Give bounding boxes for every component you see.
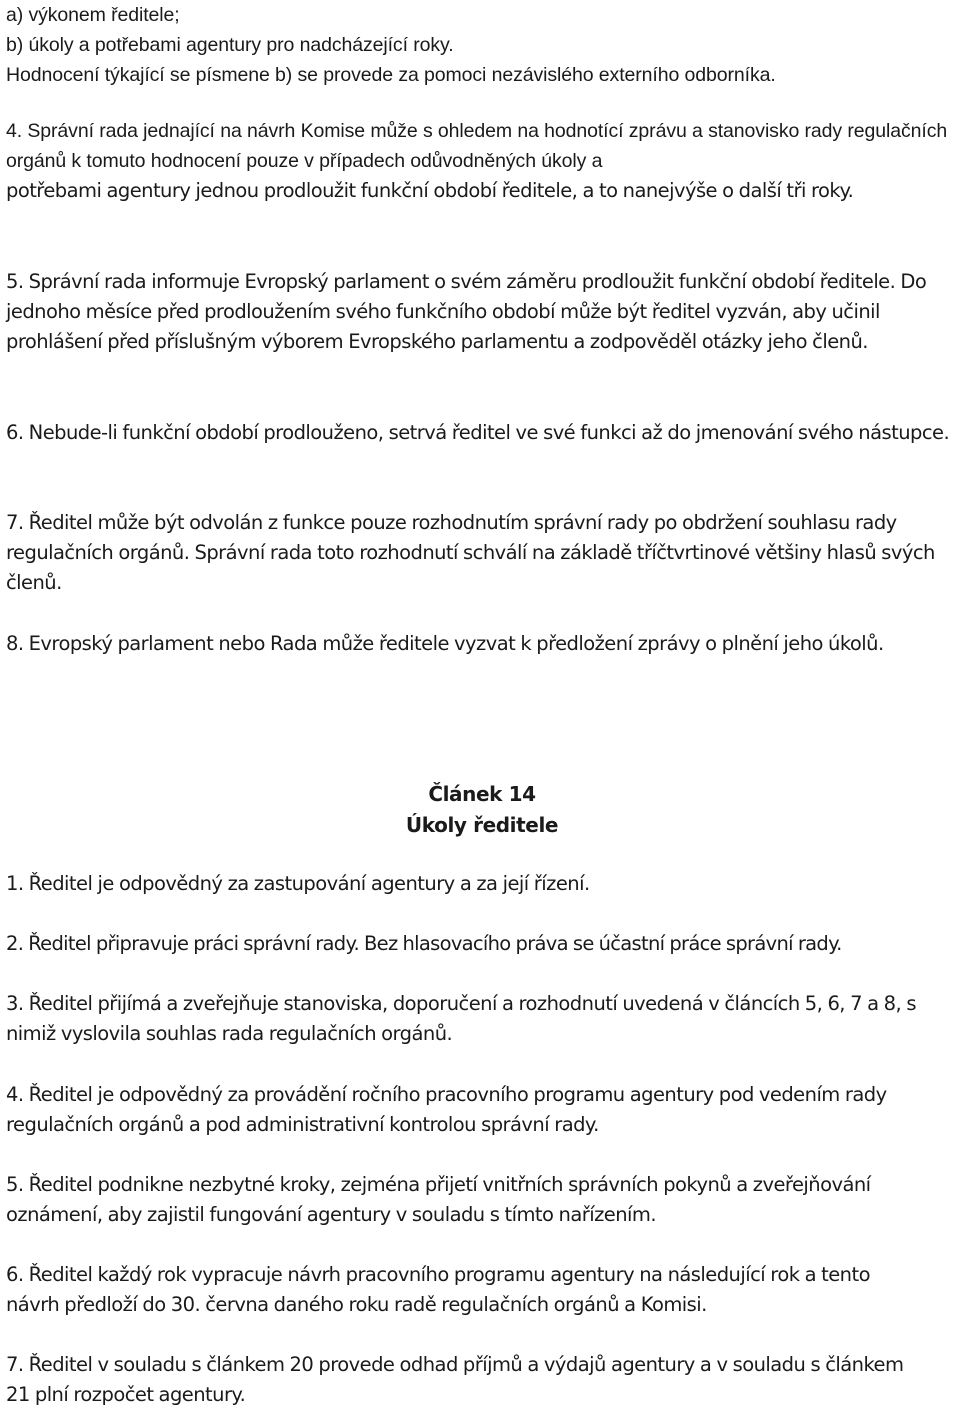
paragraph-5: 5. Správní rada informuje Evropský parlament o svém záměru prodloužit funkční období ředitele. Do jednoho měsíce před prodloužením svého funkčního období může být ředitel vyzván, aby učinil prohlášení před příslušným výborem Evropského parlamentu a zodpověděl otázky jeho členů.: [6, 270, 927, 353]
paragraph-6: 6. Nebude-li funkční období prodlouženo, setrvá ředitel ve své funkci až do jmenování svého nástupce.: [6, 421, 950, 444]
article-title: Úkoly ředitele: [405, 813, 559, 837]
article-paragraph-7: 7. Ředitel v souladu s článkem 20 provede odhad příjmů a výdajů agentury a v souladu s článkem 21 plní rozpočet agentury.: [6, 1353, 904, 1406]
article-heading: [6, 779, 958, 841]
article-paragraph-5: 5. Ředitel podnikne nezbytné kroky, zejména přijetí vnitřních správních pokynů a zveřejňování oznámení, aby zajistil fungování agentury v souladu s tímto nařízením.: [6, 1173, 871, 1226]
paragraph-7: 7. Ředitel může být odvolán z funkce pouze rozhodnutím správní rady po obdržení souhlasu rady regulačních orgánů. Správní rada toto rozhodnutí schválí na základě tříčtvrtinové většiny hlasů svých členů.: [6, 511, 935, 594]
intro-line: b) úkoly a potřebami agentury pro nadcházející roky.: [6, 34, 454, 56]
paragraph-4: [6, 116, 958, 206]
article-paragraph-1: 1. Ředitel je odpovědný za zastupování agentury a za její řízení.: [6, 872, 590, 895]
article-paragraph-4: 4. Ředitel je odpovědný za provádění ročního pracovního programu agentury pod vedením rady regulačních orgánů a pod administrativní kontrolou správní rady.: [6, 1083, 887, 1136]
article-paragraph-2: 2. Ředitel připravuje práci správní rady. Bez hlasovacího práva se účastní práce správní rady.: [6, 932, 842, 955]
article-paragraph-6: 6. Ředitel každý rok vypracuje návrh pracovního programu agentury na následující rok a tento návrh předloží do 30. června daného roku radě regulačních orgánů a Komisi.: [6, 1263, 870, 1316]
intro-list: [6, 0, 776, 90]
paragraph-8: 8. Evropský parlament nebo Rada může ředitele vyzvat k předložení zprávy o plnění jeho úkolů.: [6, 632, 884, 655]
article-number: Článek 14: [428, 782, 536, 806]
paragraph-text: 4. Správní rada jednající na návrh Komise může s ohledem na hodnotící zprávu a stanovisko rady regulačních orgánů k tomuto hodnocení pouze v případech odůvodněných úkoly a: [6, 120, 948, 172]
paragraph-text: potřebami agentury jednou prodloužit funkční období ředitele, a to nanejvýše o další tři roky.: [6, 179, 854, 202]
article-paragraph-3: 3. Ředitel přijímá a zveřejňuje stanoviska, doporučení a rozhodnutí uvedená v článcích 5, 6, 7 a 8, s nimiž vyslovila souhlas rada regulačních orgánů.: [6, 992, 916, 1045]
intro-line: Hodnocení týkající se písmene b) se provede za pomoci nezávislého externího odborníka.: [6, 64, 776, 86]
intro-line: a) výkonem ředitele;: [6, 4, 180, 26]
